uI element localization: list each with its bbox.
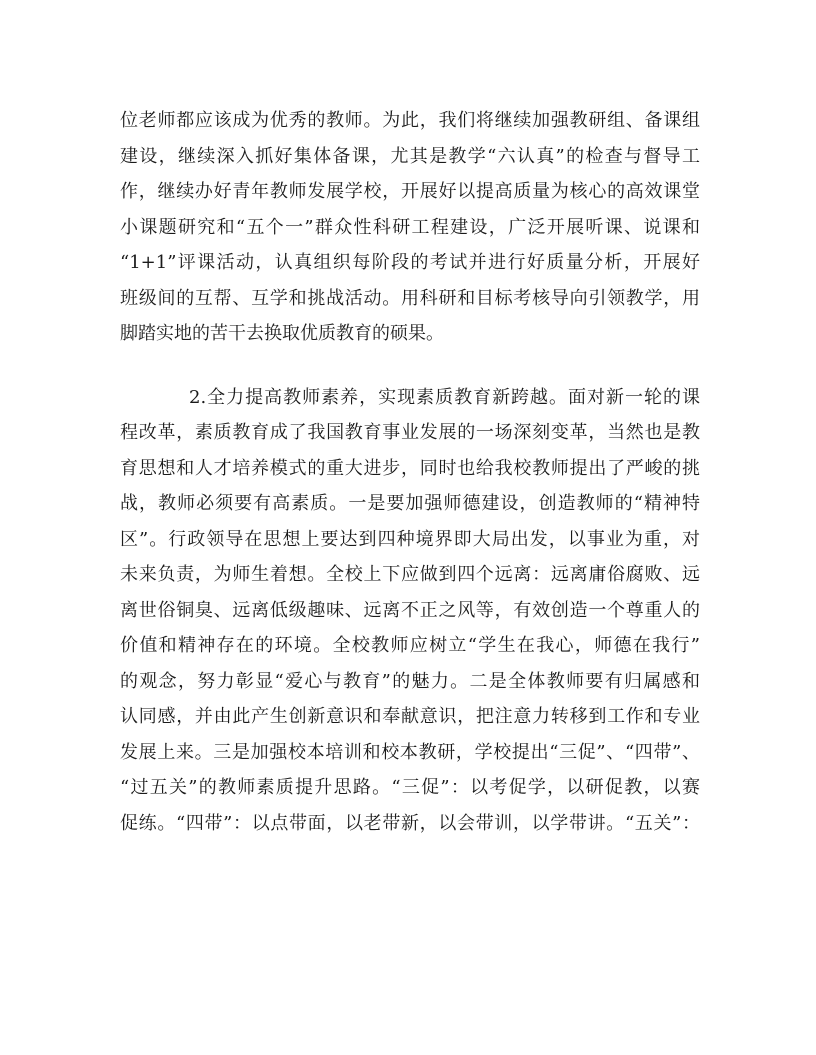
document-body xyxy=(120,103,700,841)
text-line: 脚踏实地的苦干去换取优质教育的硕果。 xyxy=(120,323,444,344)
paragraph-spacer xyxy=(120,352,700,380)
text-line: 育思想和人才培养模式的重大进步，同时也给我校教师提出了严峻的挑 xyxy=(120,457,700,479)
text-line: 战，教师必须要有高素质。一是要加强师德建设，创造教师的“精神特 xyxy=(120,493,700,514)
paragraph-1 xyxy=(120,103,700,352)
text-line: 区”。行政领导在思想上要达到四种境界即大局出发，以事业为重，对 xyxy=(120,528,700,550)
text-line: “1+1”评课活动，认真组织每阶段的考试并进行好质量分析，开展好 xyxy=(120,252,700,273)
text-line: 作，继续办好青年教师发展学校，开展好以提高质量为核心的高效课堂 xyxy=(120,181,700,202)
text-line: 2.全力提高教师素养，实现素质教育新跨越。面对新一轮的课 xyxy=(189,386,700,408)
text-line: 小课题研究和“五个一”群众性科研工程建设，广泛开展听课、说课和 xyxy=(120,216,700,238)
text-line: 促练。“四带”：以点带面，以老带新，以会带训，以学带讲。“五关”： xyxy=(120,812,700,834)
text-line: 建设，继续深入抓好集体备课，尤其是教学“六认真”的检查与督导工 xyxy=(120,145,700,167)
paragraph-2 xyxy=(120,380,700,842)
text-line: 离世俗铜臭、远离低级趣味、远离不正之风等，有效创造一个尊重人的 xyxy=(120,599,700,621)
text-line: 班级间的互帮、互学和挑战活动。用科研和目标考核导向引领教学，用 xyxy=(120,287,700,309)
text-line: 程改革，素质教育成了我国教育事业发展的一场深刻变革，当然也是教 xyxy=(120,422,700,443)
text-line: 价值和精神存在的环境。全校教师应树立“学生在我心，师德在我行” xyxy=(120,635,700,656)
text-line: 的观念，努力彰显“爱心与教育”的魅力。二是全体教师要有归属感和 xyxy=(120,670,700,692)
text-line: 发展上来。三是加强校本培训和校本教研，学校提出“三促”、“四带”、 xyxy=(120,741,700,763)
text-line: 位老师都应该成为优秀的教师。为此，我们将继续加强教研组、备课组 xyxy=(120,110,700,131)
text-line: “过五关”的教师素质提升思路。“三促”：以考促学，以研促教，以赛 xyxy=(120,777,700,798)
text-line: 认同感，并由此产生创新意识和奉献意识，把注意力转移到工作和专业 xyxy=(120,706,700,727)
text-line: 未来负责，为师生着想。全校上下应做到四个远离：远离庸俗腐败、远 xyxy=(120,564,700,585)
